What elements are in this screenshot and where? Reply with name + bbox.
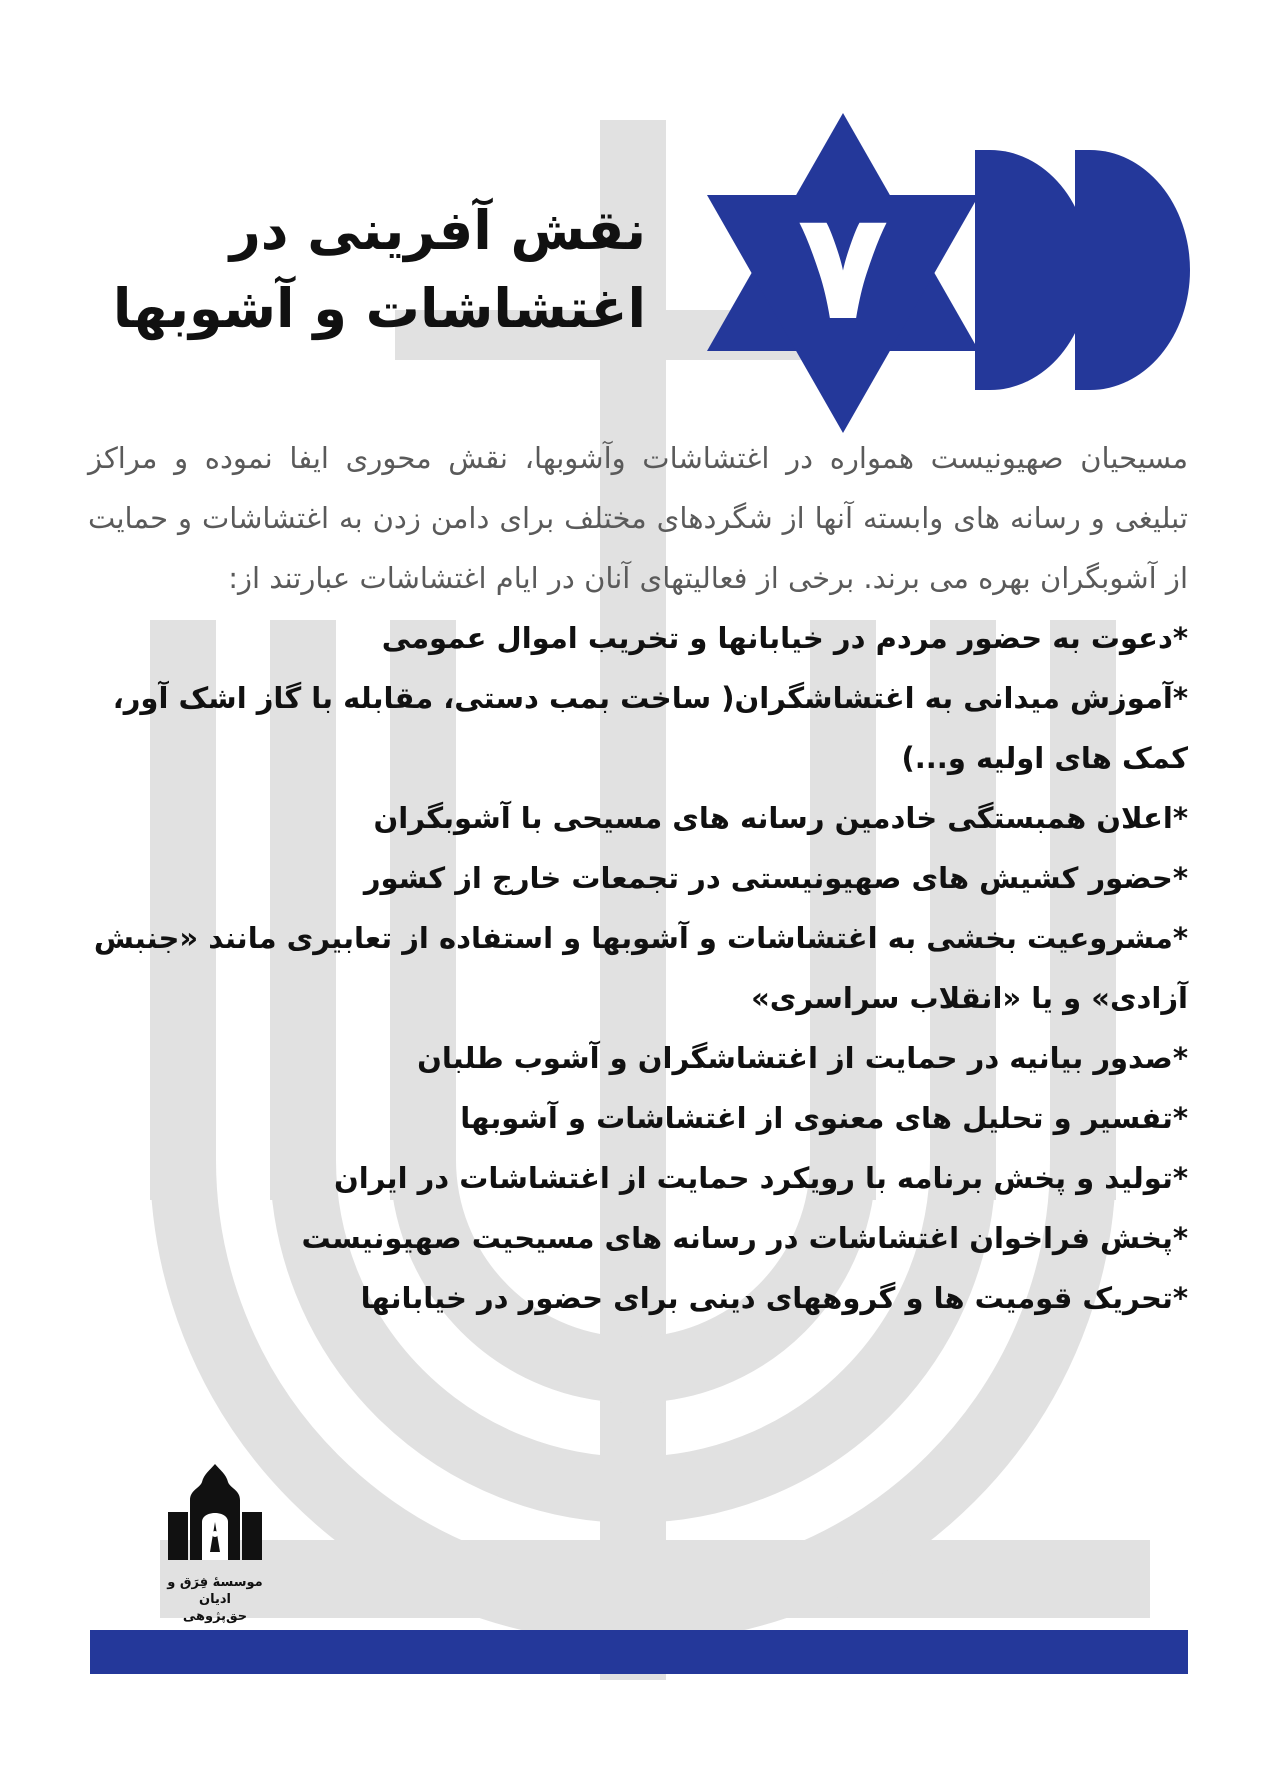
badge-number: ۷ [797,180,889,354]
logo-text-line-2: حق‌پژوهی [182,1609,248,1624]
intro-paragraph: مسیحیان صهیونیست همواره در اغتشاشات وآشوبها، نقش محوری ایفا نموده و مراکز تبلیغی و رسانه های وابسته آنها از شگردهای مختلف برای دامن زدن به اغتشاشات و حمایت از آشوبگران بهره می برند. برخی از فعالیتهای آنان در ایام اغتشاشات عبارتند از: [88,441,1188,595]
institute-logo [150,1460,280,1625]
list-item: *صدور بیانیه در حمایت از اغتشاشگران و آشوب طلبان [417,1041,1188,1075]
list-item: *آموزش میدانی به اغتشاشگران( ساخت بمب دستی، مقابله با گاز اشک آور، کمک های اولیه و...) [112,681,1188,775]
list-item: *حضور کشیش های صهیونیستی در تجمعات خارج از کشور [363,861,1188,895]
list-item: *دعوت به حضور مردم در خیابانها و تخریب اموال عمومی [381,621,1188,655]
list-item: *اعلان همبستگی خادمین رسانه های مسیحی با آشوبگران [373,801,1188,835]
content-area [88,428,1188,1328]
footer-bar [90,1630,1188,1674]
title-line-2: اغتشاشات و آشوبها [112,277,646,340]
page-title [113,192,646,348]
logo-text-line-1: موسسهٔ فِرَق و ادیان [167,1575,263,1607]
list-item: *تولید و پخش برنامه با رویکرد حمایت از اغتشاشات در ایران [333,1161,1188,1195]
star-of-david-icon [693,113,993,433]
activity-list [88,608,1188,1328]
title-line-1: نقش آفرینی در [229,199,646,262]
list-item: *تحریک قومیت ها و گروههای دینی برای حضور در خیابانها [360,1281,1188,1315]
list-item: *مشروعیت بخشی به اغتشاشات و آشوبها و استفاده از تعابیری مانند «جنبش آزادی» و یا «انقلاب سراسری» [93,921,1188,1015]
institute-logo-icon [150,1460,280,1570]
twin-half-circles-icon [975,150,1190,390]
list-item: *تفسیر و تحلیل های معنوی از اغتشاشات و آشوبها [460,1101,1188,1135]
list-item: *پخش فراخوان اغتشاشات در رسانه های مسیحیت صهیونیست [301,1221,1188,1255]
